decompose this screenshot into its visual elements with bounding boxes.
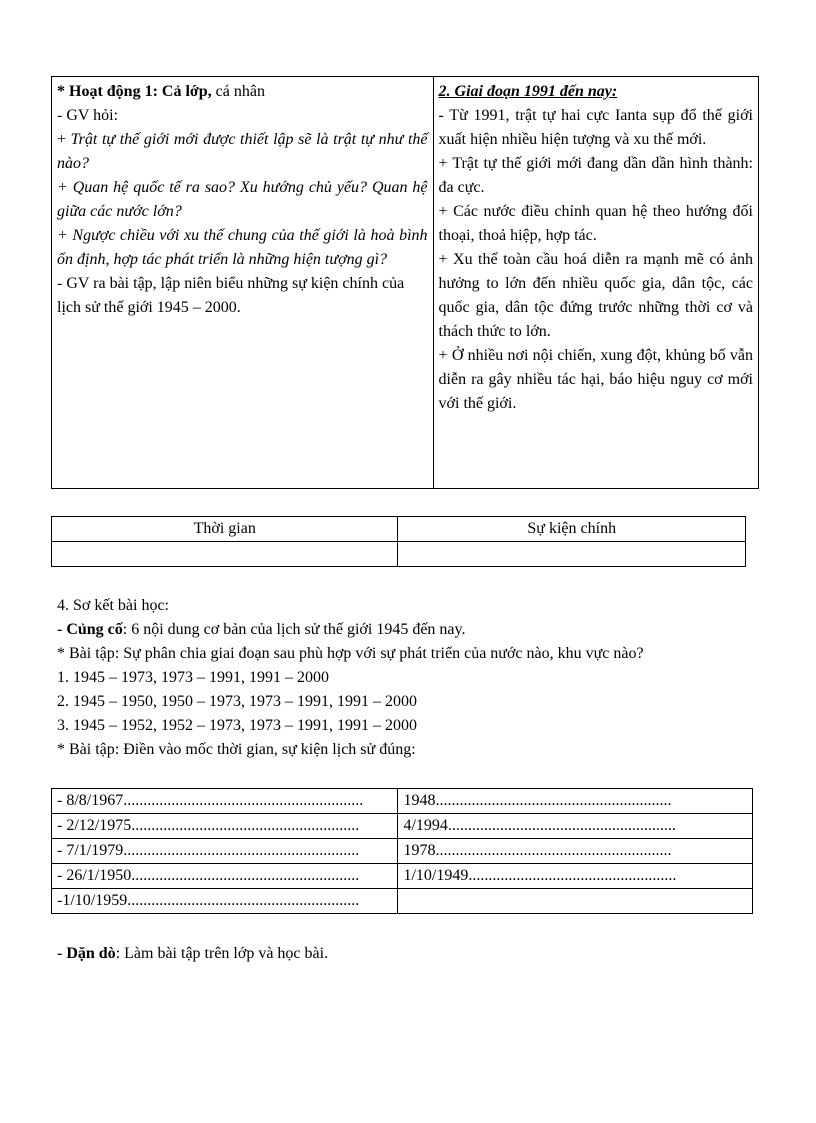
fill-cell-year[interactable]: 4/1994......................................................... (398, 814, 753, 839)
fill-cell-year[interactable] (398, 889, 753, 914)
period-cell (433, 77, 758, 489)
exercise-2: * Bài tập: Điền vào mốc thời gian, sự kiện lịch sử đúng: (57, 741, 416, 758)
question-2: + Quan hệ quốc tế ra sao? Xu hướng chủ yếu? Quan hệ giữa các nước lớn? (57, 179, 428, 220)
period-item: - Từ 1991, trật tự hai cực Ianta sụp đổ thế giới xuất hiện nhiều hiện tượng và xu thế mới. (438, 107, 753, 148)
consolidate-text: : 6 nội dung cơ bản của lịch sử thế giới 1945 đến nay. (122, 621, 466, 638)
fill-in-table (51, 788, 753, 914)
timeline-col-time: Thời gian (52, 517, 398, 542)
activity-title-rest: cá nhân (211, 83, 265, 100)
fill-row (52, 839, 753, 864)
period-heading: 2. Giai đoạn 1991 đến nay: (438, 83, 618, 100)
question-1: Trật tự thế giới mới được thiết lập sẽ là trật tự như thế nào? (57, 131, 428, 172)
option-1: 1. 1945 – 1973, 1973 – 1991, 1991 – 2000 (57, 669, 329, 686)
timeline-empty-cell (52, 542, 398, 567)
fill-cell-date[interactable]: - 26/1/1950......................................................... (52, 864, 398, 889)
question-1-plus: + (57, 131, 67, 148)
option-3: 3. 1945 – 1952, 1952 – 1973, 1973 – 1991, 1991 – 2000 (57, 717, 417, 734)
question-3: + Ngược chiều với xu thế chung của thế giới là hoà bình ổn định, hợp tác phát triển là những hiện tượng gì? (57, 227, 428, 268)
fill-cell-date[interactable]: - 2/12/1975......................................................... (52, 814, 398, 839)
fill-row (52, 889, 753, 914)
summary-section (57, 594, 763, 762)
activity-title: * Hoạt động 1: Cả lớp, (57, 83, 212, 100)
activity-table (51, 76, 759, 489)
timeline-empty-cell (398, 542, 746, 567)
task-instruction: - GV ra bài tập, lập niên biểu những sự kiện chính của lịch sử thế giới 1945 – 2000. (57, 275, 405, 316)
period-item: + Xu thế toàn cầu hoá diễn ra mạnh mẽ có ảnh hưởng to lớn đến nhiều quốc gia, dân tộc, các quốc gia, dân tộc đứng trước những thời cơ và thách thức to lớn. (438, 251, 753, 340)
fill-cell-date[interactable]: -1/10/1959.......................................................... (52, 889, 398, 914)
homework-label: - Dặn dò (57, 945, 116, 962)
activity-cell (52, 77, 434, 489)
fill-row (52, 789, 753, 814)
homework-text: : Làm bài tập trên lớp và học bài. (115, 945, 329, 962)
fill-cell-year[interactable]: 1978........................................................... (398, 839, 753, 864)
timeline-col-event: Sự kiện chính (398, 517, 746, 542)
fill-cell-year[interactable]: 1948........................................................... (398, 789, 753, 814)
option-2: 2. 1945 – 1950, 1950 – 1973, 1973 – 1991, 1991 – 2000 (57, 693, 417, 710)
summary-heading: 4. Sơ kết bài học: (57, 597, 169, 614)
homework-line (57, 942, 757, 966)
gv-ask: - GV hỏi: (57, 107, 119, 124)
period-item: + Các nước điều chỉnh quan hệ theo hướng đối thoại, thoả hiệp, hợp tác. (438, 203, 753, 244)
fill-row (52, 814, 753, 839)
fill-cell-date[interactable]: - 7/1/1979........................................................... (52, 839, 398, 864)
period-item: + Trật tự thế giới mới đang dần dần hình thành: đa cực. (438, 155, 753, 196)
fill-cell-year[interactable]: 1/10/1949.................................................... (398, 864, 753, 889)
timeline-table (51, 516, 746, 567)
period-item: + Ở nhiều nơi nội chiến, xung đột, khủng bố vẫn diễn ra gây nhiều tác hại, báo hiệu nguy cơ mới với thế giới. (438, 347, 753, 412)
fill-row (52, 864, 753, 889)
exercise-1: * Bài tập: Sự phân chia giai đoạn sau phù hợp với sự phát triển của nước nào, khu vực nào? (57, 645, 644, 662)
fill-cell-date[interactable]: - 8/8/1967............................................................ (52, 789, 398, 814)
consolidate-label: - Củng cố (57, 621, 123, 638)
